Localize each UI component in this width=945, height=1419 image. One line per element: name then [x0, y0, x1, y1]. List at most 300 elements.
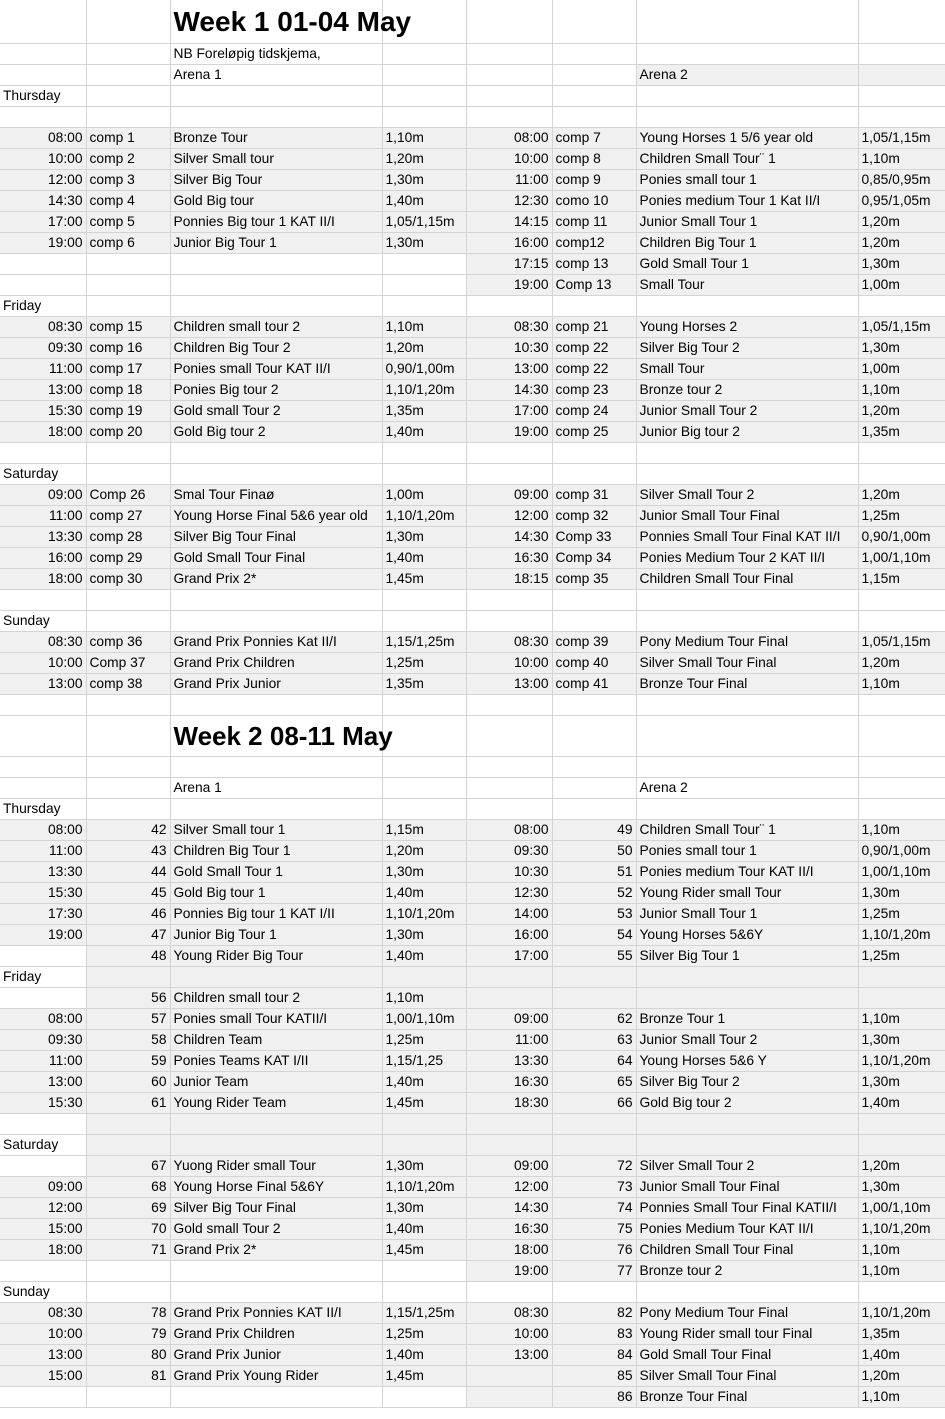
empty-cell: [86, 443, 170, 464]
cell-height-a1: 1,40m: [382, 946, 466, 967]
cell-class-a1: Young Rider Team: [170, 1093, 382, 1114]
cell-comp-a1: comp 17: [86, 359, 170, 380]
cell-comp-a2: 66: [552, 1093, 636, 1114]
cell-height-a1: 1,00/1,10m: [382, 1009, 466, 1030]
cell-comp-a1: 60: [86, 1072, 170, 1093]
schedule-row: [0, 485, 945, 506]
cell-comp-a2: comp 25: [552, 422, 636, 443]
cell-time-a2: 16:30: [466, 548, 552, 569]
spacer-row: [0, 107, 945, 128]
cell-height-a1: 1,10/1,20m: [382, 1177, 466, 1198]
schedule-row: [0, 401, 945, 422]
cell-height-a2: 1,30m: [858, 1030, 945, 1051]
cell-comp-a1: comp 36: [86, 632, 170, 653]
empty-cell: [466, 44, 552, 65]
schedule-row: [0, 1345, 945, 1366]
cell-class-a2: Silver Small Tour 2: [636, 485, 858, 506]
cell-comp-a2: 77: [552, 1261, 636, 1282]
empty-cell: [86, 1282, 170, 1303]
empty-cell: [86, 1135, 170, 1156]
empty-cell: [170, 1282, 382, 1303]
cell-height-a1: 1,10m: [382, 128, 466, 149]
cell-comp-a1: comp 4: [86, 191, 170, 212]
schedule-row: [0, 1240, 945, 1261]
cell-class-a1: Silver Small tour: [170, 149, 382, 170]
empty-cell: [86, 65, 170, 86]
cell-class-a1: Gold Big tour: [170, 191, 382, 212]
cell-class-a2: Children Small Tour¨ 1: [636, 820, 858, 841]
cell-comp-a1: comp 18: [86, 380, 170, 401]
empty-cell: [0, 716, 86, 757]
cell-comp-a1: comp 1: [86, 128, 170, 149]
cell-time-a2: 19:00: [466, 1261, 552, 1282]
cell-time-a1: 16:00: [0, 548, 86, 569]
cell-height-a1: 1,40m: [382, 883, 466, 904]
cell-time-a1: 10:00: [0, 653, 86, 674]
cell-class-a1: Ponies small Tour KAT II/I: [170, 359, 382, 380]
schedule-row: [0, 359, 945, 380]
cell-time-a1: 10:00: [0, 149, 86, 170]
empty-cell: [636, 799, 858, 820]
cell-comp-a2: 55: [552, 946, 636, 967]
cell-class-a2: Ponnies Small Tour Final KAT II/I: [636, 527, 858, 548]
cell-class-a2: Ponies Medium Tour KAT II/I: [636, 1219, 858, 1240]
cell-class-a2: Ponies small tour 1: [636, 170, 858, 191]
empty-cell: [0, 44, 86, 65]
cell-class-a2: Bronze Tour 1: [636, 1009, 858, 1030]
empty-cell: [552, 86, 636, 107]
day-row: [0, 611, 945, 632]
arena1-label: Arena 1: [170, 778, 382, 799]
cell-time-a2: 14:00: [466, 904, 552, 925]
cell-class-a1: Gold small Tour 2: [170, 401, 382, 422]
cell-comp-a1: 44: [86, 862, 170, 883]
empty-cell: [552, 1282, 636, 1303]
cell-comp-a2: 73: [552, 1177, 636, 1198]
empty-cell: [382, 86, 466, 107]
cell-class-a1: Children small tour 2: [170, 317, 382, 338]
cell-height-a1: 1,30m: [382, 1198, 466, 1219]
cell-height-a2: 1,10m: [858, 149, 945, 170]
cell-height-a2: 1,10m: [858, 1387, 945, 1408]
cell-time-a2: 16:00: [466, 233, 552, 254]
cell-comp-a1: 46: [86, 904, 170, 925]
cell-height-a1: 1,00m: [382, 485, 466, 506]
schedule-row: [0, 338, 945, 359]
schedule-row: [0, 527, 945, 548]
day-row: [0, 967, 945, 988]
empty-cell: [382, 716, 466, 757]
empty-cell: [858, 443, 945, 464]
cell-class-a2: Junior Small Tour 1: [636, 904, 858, 925]
empty-cell: [466, 1135, 552, 1156]
empty-cell: [382, 590, 466, 611]
schedule-row: [0, 988, 945, 1009]
cell-class-a2: Junior Small Tour 2: [636, 1030, 858, 1051]
schedule-row: [0, 1051, 945, 1072]
cell-height-a1: 1,25m: [382, 1324, 466, 1345]
cell-time-a2: 16:30: [466, 1072, 552, 1093]
cell-class-a1: Gold small Tour 2: [170, 1219, 382, 1240]
empty-cell: [86, 1114, 170, 1135]
cell-time-a1: 15:00: [0, 1366, 86, 1387]
cell-comp-a2: comp 39: [552, 632, 636, 653]
empty-cell: [382, 107, 466, 128]
cell-class-a2: Bronze tour 2: [636, 380, 858, 401]
cell-comp-a1: comp 28: [86, 527, 170, 548]
cell-time-a1: 13:30: [0, 527, 86, 548]
cell-height-a1: 1,45m: [382, 569, 466, 590]
empty-cell: [170, 757, 382, 778]
cell-class-a2: Ponies small tour 1: [636, 841, 858, 862]
cell-class-a1: Grand Prix 2*: [170, 1240, 382, 1261]
cell-time-a2: 08:00: [466, 128, 552, 149]
cell-comp-a2: comp 24: [552, 401, 636, 422]
schedule-row: [0, 275, 945, 296]
cell-class-a1: Ponies Teams KAT I/II: [170, 1051, 382, 1072]
empty-cell: [466, 716, 552, 757]
empty-cell: [636, 1135, 858, 1156]
cell-height-a2: 1,30m: [858, 1072, 945, 1093]
empty-cell: [858, 1135, 945, 1156]
cell-time-a2: 16:00: [466, 925, 552, 946]
empty-cell: [858, 695, 945, 716]
empty-cell: [0, 443, 86, 464]
cell-class-a1: Grand Prix Ponnies KAT II/I: [170, 1303, 382, 1324]
cell-time-a2: 13:30: [466, 1051, 552, 1072]
empty-cell: [170, 443, 382, 464]
cell-time-a1: [0, 1387, 86, 1408]
schedule-row: [0, 1387, 945, 1408]
empty-cell: [170, 296, 382, 317]
week-title: Week 1 01-04 May: [170, 0, 382, 44]
cell-time-a1: 08:00: [0, 128, 86, 149]
schedule-row: [0, 548, 945, 569]
cell-time-a1: 09:00: [0, 1177, 86, 1198]
cell-class-a1: Grand Prix Children: [170, 653, 382, 674]
schedule-row: [0, 380, 945, 401]
cell-height-a2: 1,00/1,10m: [858, 862, 945, 883]
cell-height-a2: 1,05/1,15m: [858, 632, 945, 653]
cell-class-a1: Smal Tour Finaø: [170, 485, 382, 506]
schedule-row: [0, 317, 945, 338]
cell-comp-a1: Comp 26: [86, 485, 170, 506]
empty-cell: [86, 967, 170, 988]
empty-cell: [466, 464, 552, 485]
empty-cell: [552, 296, 636, 317]
empty-cell: [636, 296, 858, 317]
cell-class-a1: Children small tour 2: [170, 988, 382, 1009]
cell-time-a1: 18:00: [0, 569, 86, 590]
empty-cell: [858, 86, 945, 107]
cell-height-a2: 1,20m: [858, 212, 945, 233]
cell-time-a2: 10:00: [466, 149, 552, 170]
cell-time-a1: 18:00: [0, 422, 86, 443]
day-label: Friday: [0, 296, 86, 317]
cell-height-a2: 1,05/1,15m: [858, 128, 945, 149]
empty-cell: [636, 1114, 858, 1135]
cell-comp-a2: comp 21: [552, 317, 636, 338]
empty-cell: [86, 86, 170, 107]
cell-class-a2: Young Rider small Tour: [636, 883, 858, 904]
empty-cell: [552, 1135, 636, 1156]
cell-height-a1: 1,40m: [382, 191, 466, 212]
cell-comp-a1: [86, 275, 170, 296]
cell-class-a2: Children Small Tour Final: [636, 569, 858, 590]
empty-cell: [636, 590, 858, 611]
cell-height-a1: [382, 1387, 466, 1408]
cell-comp-a2: comp 23: [552, 380, 636, 401]
note-row: [0, 44, 945, 65]
schedule-row: [0, 254, 945, 275]
empty-cell: [552, 44, 636, 65]
empty-cell: [552, 1114, 636, 1135]
cell-comp-a2: Comp 34: [552, 548, 636, 569]
cell-comp-a2: 82: [552, 1303, 636, 1324]
cell-class-a2: Silver Small Tour 2: [636, 1156, 858, 1177]
empty-cell: [636, 967, 858, 988]
empty-cell: [552, 611, 636, 632]
cell-height-a1: 1,45m: [382, 1366, 466, 1387]
empty-cell: [466, 1282, 552, 1303]
cell-class-a1: [170, 254, 382, 275]
cell-time-a2: 14:30: [466, 527, 552, 548]
cell-height-a1: [382, 1261, 466, 1282]
cell-height-a2: 1,30m: [858, 338, 945, 359]
cell-height-a2: 1,20m: [858, 653, 945, 674]
empty-cell: [382, 65, 466, 86]
cell-time-a1: 12:00: [0, 170, 86, 191]
cell-comp-a1: 67: [86, 1156, 170, 1177]
cell-height-a2: 1,25m: [858, 904, 945, 925]
schedule-row: [0, 1156, 945, 1177]
cell-comp-a1: 57: [86, 1009, 170, 1030]
cell-comp-a2: comp 11: [552, 212, 636, 233]
cell-comp-a1: comp 6: [86, 233, 170, 254]
cell-class-a2: Children Small Tour Final: [636, 1240, 858, 1261]
cell-time-a1: 13:00: [0, 1345, 86, 1366]
cell-comp-a1: 56: [86, 988, 170, 1009]
empty-cell: [466, 695, 552, 716]
cell-time-a2: 08:00: [466, 820, 552, 841]
cell-height-a2: 1,20m: [858, 233, 945, 254]
cell-comp-a1: 45: [86, 883, 170, 904]
cell-height-a2: 1,05/1,15m: [858, 317, 945, 338]
cell-time-a2: 09:00: [466, 1156, 552, 1177]
empty-cell: [552, 590, 636, 611]
cell-time-a2: [466, 1366, 552, 1387]
empty-cell: [552, 443, 636, 464]
cell-class-a1: Young Horse Final 5&6 year old: [170, 506, 382, 527]
cell-comp-a1: 47: [86, 925, 170, 946]
cell-class-a1: Yuong Rider small Tour: [170, 1156, 382, 1177]
schedule-row: [0, 128, 945, 149]
cell-comp-a2: 86: [552, 1387, 636, 1408]
empty-cell: [170, 695, 382, 716]
cell-height-a1: 1,15m: [382, 820, 466, 841]
empty-cell: [636, 443, 858, 464]
cell-class-a2: Silver Small Tour Final: [636, 1366, 858, 1387]
cell-time-a2: 16:30: [466, 1219, 552, 1240]
cell-class-a2: Silver Big Tour 2: [636, 338, 858, 359]
cell-height-a1: 1,40m: [382, 422, 466, 443]
cell-class-a2: Children Big Tour 1: [636, 233, 858, 254]
empty-cell: [382, 967, 466, 988]
cell-height-a1: 1,30m: [382, 925, 466, 946]
cell-comp-a1: 48: [86, 946, 170, 967]
cell-height-a1: [382, 254, 466, 275]
cell-time-a1: 08:00: [0, 820, 86, 841]
spacer-row: [0, 590, 945, 611]
empty-cell: [382, 1114, 466, 1135]
empty-cell: [382, 464, 466, 485]
empty-cell: [858, 65, 945, 86]
cell-comp-a1: comp 19: [86, 401, 170, 422]
cell-class-a2: Silver Big Tour 1: [636, 946, 858, 967]
empty-cell: [86, 799, 170, 820]
cell-class-a2: Ponnies Small Tour Final KATII/I: [636, 1198, 858, 1219]
empty-cell: [636, 716, 858, 757]
cell-time-a2: 14:30: [466, 1198, 552, 1219]
cell-class-a1: Grand Prix Ponnies Kat II/I: [170, 632, 382, 653]
cell-class-a1: [170, 1261, 382, 1282]
cell-class-a2: Pony Medium Tour Final: [636, 1303, 858, 1324]
cell-height-a2: 1,00m: [858, 275, 945, 296]
cell-height-a1: [382, 275, 466, 296]
cell-time-a1: 13:00: [0, 1072, 86, 1093]
cell-time-a1: 11:00: [0, 841, 86, 862]
cell-comp-a1: comp 15: [86, 317, 170, 338]
spacer-row: [0, 443, 945, 464]
schedule-row: [0, 233, 945, 254]
cell-comp-a1: [86, 1261, 170, 1282]
cell-time-a2: 12:30: [466, 191, 552, 212]
cell-comp-a1: 80: [86, 1345, 170, 1366]
cell-comp-a2: comp12: [552, 233, 636, 254]
cell-comp-a1: comp 27: [86, 506, 170, 527]
cell-height-a1: 1,10m: [382, 988, 466, 1009]
empty-cell: [0, 107, 86, 128]
cell-height-a1: 1,20m: [382, 149, 466, 170]
cell-height-a2: 0,90/1,00m: [858, 841, 945, 862]
cell-height-a2: 0,90/1,00m: [858, 527, 945, 548]
cell-class-a2: [636, 988, 858, 1009]
cell-class-a1: Junior Big Tour 1: [170, 925, 382, 946]
cell-comp-a1: comp 3: [86, 170, 170, 191]
empty-cell: [86, 757, 170, 778]
schedule-row: [0, 904, 945, 925]
empty-cell: [170, 86, 382, 107]
cell-comp-a1: Comp 37: [86, 653, 170, 674]
cell-height-a1: 1,40m: [382, 1219, 466, 1240]
day-row: [0, 1135, 945, 1156]
cell-height-a2: 1,10/1,20m: [858, 1051, 945, 1072]
cell-height-a2: 1,25m: [858, 506, 945, 527]
cell-comp-a1: 81: [86, 1366, 170, 1387]
cell-class-a2: Bronze tour 2: [636, 1261, 858, 1282]
empty-cell: [170, 1114, 382, 1135]
schedule-row: [0, 925, 945, 946]
empty-cell: [552, 65, 636, 86]
cell-height-a1: 1,15/1,25: [382, 1051, 466, 1072]
cell-height-a1: 1,25m: [382, 1030, 466, 1051]
cell-comp-a2: 75: [552, 1219, 636, 1240]
empty-cell: [858, 0, 945, 44]
cell-time-a1: [0, 1261, 86, 1282]
cell-time-a2: 13:00: [466, 1345, 552, 1366]
cell-comp-a2: comp 8: [552, 149, 636, 170]
cell-comp-a2: 74: [552, 1198, 636, 1219]
cell-comp-a2: Comp 33: [552, 527, 636, 548]
cell-comp-a1: comp 5: [86, 212, 170, 233]
cell-comp-a2: 76: [552, 1240, 636, 1261]
cell-height-a2: 1,10m: [858, 380, 945, 401]
empty-cell: [86, 695, 170, 716]
cell-height-a2: 1,20m: [858, 1366, 945, 1387]
cell-comp-a2: como 10: [552, 191, 636, 212]
cell-height-a2: 1,00m: [858, 359, 945, 380]
empty-cell: [858, 44, 945, 65]
cell-height-a2: 1,25m: [858, 946, 945, 967]
cell-height-a1: 1,10/1,20m: [382, 380, 466, 401]
empty-cell: [858, 967, 945, 988]
cell-time-a1: [0, 946, 86, 967]
empty-cell: [170, 799, 382, 820]
empty-cell: [552, 0, 636, 44]
cell-time-a2: 14:15: [466, 212, 552, 233]
cell-time-a1: 11:00: [0, 359, 86, 380]
cell-class-a1: Silver Big Tour Final: [170, 527, 382, 548]
schedule-row: [0, 820, 945, 841]
cell-time-a2: 18:00: [466, 1240, 552, 1261]
schedule-row: [0, 883, 945, 904]
cell-comp-a1: 68: [86, 1177, 170, 1198]
day-label: Sunday: [0, 611, 86, 632]
empty-cell: [86, 0, 170, 44]
cell-height-a2: 1,20m: [858, 1156, 945, 1177]
cell-time-a1: 08:30: [0, 317, 86, 338]
empty-cell: [170, 590, 382, 611]
empty-cell: [382, 1135, 466, 1156]
cell-comp-a2: 50: [552, 841, 636, 862]
cell-comp-a2: comp 40: [552, 653, 636, 674]
empty-cell: [466, 296, 552, 317]
cell-height-a2: 1,10/1,20m: [858, 1303, 945, 1324]
cell-height-a1: 1,10/1,20m: [382, 904, 466, 925]
cell-comp-a1: 43: [86, 841, 170, 862]
cell-class-a1: Ponnies Big tour 1 KAT II/I: [170, 212, 382, 233]
empty-cell: [858, 778, 945, 799]
week-title: Week 2 08-11 May: [170, 716, 382, 757]
cell-class-a1: Silver Big Tour Final: [170, 1198, 382, 1219]
cell-comp-a2: comp 35: [552, 569, 636, 590]
empty-cell: [86, 296, 170, 317]
empty-cell: [86, 611, 170, 632]
cell-time-a2: 08:30: [466, 1303, 552, 1324]
cell-time-a2: 10:30: [466, 862, 552, 883]
cell-time-a2: 13:00: [466, 359, 552, 380]
cell-comp-a2: 64: [552, 1051, 636, 1072]
empty-cell: [0, 695, 86, 716]
cell-class-a1: Silver Big Tour: [170, 170, 382, 191]
empty-cell: [466, 611, 552, 632]
cell-class-a2: Junior Small Tour Final: [636, 506, 858, 527]
cell-height-a2: 1,10/1,20m: [858, 1219, 945, 1240]
cell-height-a2: 1,30m: [858, 1177, 945, 1198]
empty-cell: [858, 799, 945, 820]
cell-height-a2: 1,00/1,10m: [858, 1198, 945, 1219]
cell-comp-a2: comp 22: [552, 338, 636, 359]
